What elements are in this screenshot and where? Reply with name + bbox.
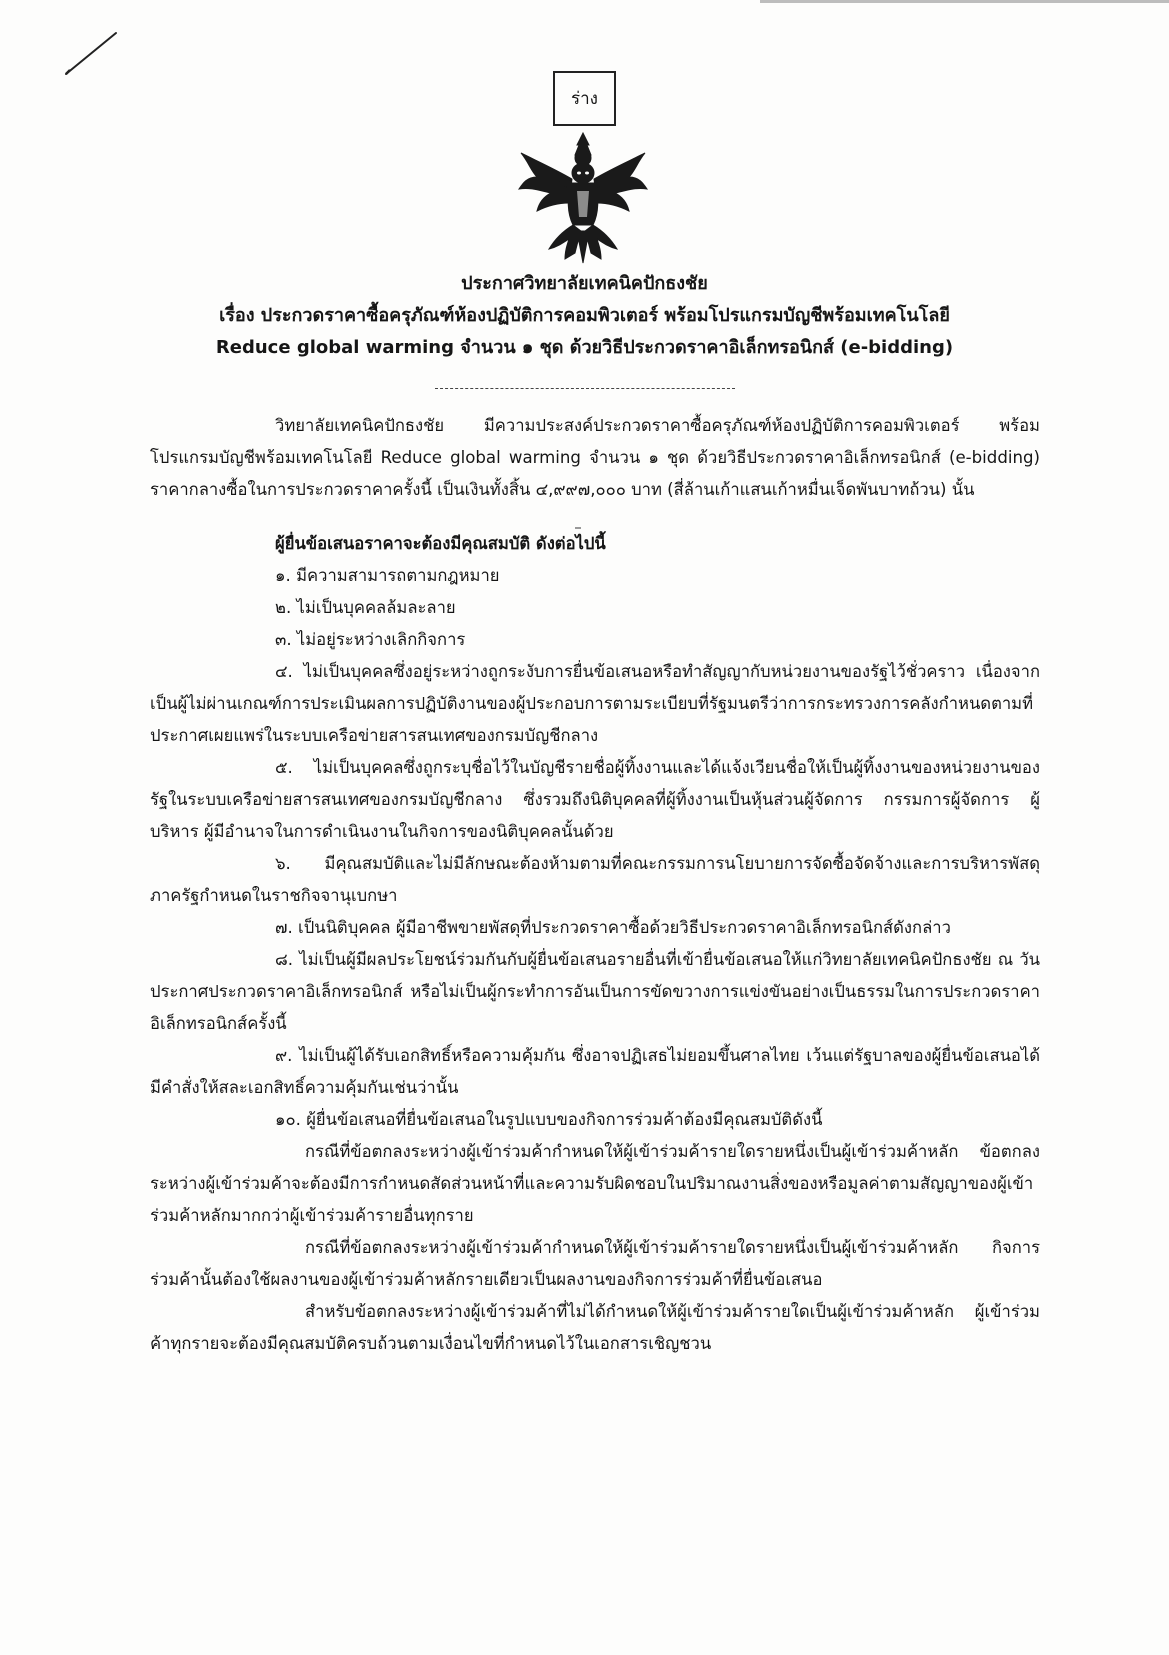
intro-paragraph: วิทยาลัยเทคนิคปักธงชัย มีความประสงค์ประกวดราคาซื้อครุภัณฑ์ห้องปฏิบัติการคอมพิวเตอร์ พร้อมโปรแกรมบัญชีพร้อมเทคโนโลยี Reduce global warming จำนวน ๑ ชุด ด้วยวิธีประกวดราคาอิเล็กทรอนิกส์ (e-bidding) ราคากลางซื้อในการประกวดราคาครั้งนี้ เป็นเงินทั้งสิ้น ๔,๙๙๗,๐๐๐ บาท (สี่ล้านเก้าแสนเก้าหมื่นเจ็ดพันบาทถ้วน) นั้น [150,416,1040,499]
title-line-2: เรื่อง ประกวดราคาซื้อครุภัณฑ์ห้องปฏิบัติการคอมพิวเตอร์ พร้อมโปรแกรมบัญชีพร้อมเทคโนโลยี [219,305,950,326]
condition-item-7: ๗. เป็นนิติบุคคล ผู้มีอาชีพขายพัสดุที่ประกวดราคาซื้อด้วยวิธีประกวดราคาอิเล็กทรอนิกส์ดังกล่าว [275,918,951,937]
condition-item-5: ๕. ไม่เป็นบุคคลซึ่งถูกระบุชื่อไว้ในบัญชีรายชื่อผู้ทิ้งงานและได้แจ้งเวียนชื่อให้เป็นผู้ทิ้งงานของหน่วยงานของรัฐในระบบเครือข่ายสารสนเทศของกรมบัญชีกลาง ซึ่งรวมถึงนิติบุคคลที่ผู้ทิ้งงานเป็นหุ้นส่วนผู้จัดการ กรรมการผู้จัดการ ผู้บริหาร ผู้มีอำนาจในการดำเนินงานในกิจการของนิติบุคคลนั้นด้วย [150,758,1040,841]
joint-venture-paragraph-1: กรณีที่ข้อตกลงระหว่างผู้เข้าร่วมค้ากำหนดให้ผู้เข้าร่วมค้ารายใดรายหนึ่งเป็นผู้เข้าร่วมค้าหลัก ข้อตกลงระหว่างผู้เข้าร่วมค้าจะต้องมีการกำหนดสัดส่วนหน้าที่และความรับผิดชอบในปริมาณงานสิ่งของหรือมูลค่าตามสัญญาของผู้เข้าร่วมค้าหลักมากกว่าผู้เข้าร่วมค้ารายอื่นทุกราย [150,1142,1040,1225]
condition-item-4: ๔. ไม่เป็นบุคคลซึ่งอยู่ระหว่างถูกระงับการยื่นข้อเสนอหรือทำสัญญากับหน่วยงานของรัฐไว้ชั่วคราว เนื่องจากเป็นผู้ไม่ผ่านเกณฑ์การประเมินผลการปฏิบัติงานของผู้ประกอบการตามระเบียบที่รัฐมนตรีว่าการกระทรวงการคลังกำหนดตามที่ประกาศเผยแพร่ในระบบเครือข่ายสารสนเทศของกรมบัญชีกลาง [150,662,1040,745]
condition-item-6: ๖. มีคุณสมบัติและไม่มีลักษณะต้องห้ามตามที่คณะกรรมการนโยบายการจัดซื้อจัดจ้างและการบริหารพัสดุภาครัฐกำหนดในราชกิจจานุเบกษา [150,854,1040,905]
draft-stamp: ร่าง [553,71,616,126]
condition-item-1: ๑. มีความสามารถตามกฎหมาย [275,566,500,585]
pen-mark-icon [64,30,120,76]
condition-item-9: ๙. ไม่เป็นผู้ได้รับเอกสิทธิ์หรือความคุ้มกัน ซึ่งอาจปฏิเสธไม่ยอมขึ้นศาลไทย เว้นแต่รัฐบาลของผู้ยื่นข้อเสนอได้มีคำสั่งให้สละเอกสิทธิ์ความคุ้มกันเช่นว่านั้น [150,1046,1040,1097]
document-body [150,410,1040,1360]
title-separator [435,388,735,389]
condition-item-8: ๘. ไม่เป็นผู้มีผลประโยชน์ร่วมกันกับผู้ยื่นข้อเสนอรายอื่นที่เข้ายื่นข้อเสนอให้แก่วิทยาลัยเทคนิคปักธงชัย ณ วันประกาศประกวดราคาอิเล็กทรอนิกส์ หรือไม่เป็นผู้กระทำการอันเป็นการขัดขวางการแข่งขันอย่างเป็นธรรมในการประกวดราคาอิเล็กทรอนิกส์ครั้งนี้ [150,950,1040,1033]
title-line-1: ประกาศวิทยาลัยเทคนิคปักธงชัย [461,273,708,294]
qualifications-heading: ผู้ยื่นข้อเสนอราคาจะต้องมีคุณสมบัติ ดังต่อไปนี้ [275,534,606,553]
condition-item-3: ๓. ไม่อยู่ระหว่างเลิกกิจการ [275,630,466,649]
announcement-title [0,268,1169,364]
scan-edge-line [760,0,1169,3]
joint-venture-paragraph-3: สำหรับข้อตกลงระหว่างผู้เข้าร่วมค้าที่ไม่ได้กำหนดให้ผู้เข้าร่วมค้ารายใดเป็นผู้เข้าร่วมค้าหลัก ผู้เข้าร่วมค้าทุกรายจะต้องมีคุณสมบัติครบถ้วนตามเงื่อนไขที่กำหนดไว้ในเอกสารเชิญชวน [150,1302,1040,1353]
joint-venture-paragraph-2: กรณีที่ข้อตกลงระหว่างผู้เข้าร่วมค้ากำหนดให้ผู้เข้าร่วมค้ารายใดรายหนึ่งเป็นผู้เข้าร่วมค้าหลัก กิจการร่วมค้านั้นต้องใช้ผลงานของผู้เข้าร่วมค้าหลักรายเดียวเป็นผลงานของกิจการร่วมค้าที่ยื่นข้อเสนอ [150,1238,1040,1289]
garuda-emblem-icon [515,131,651,265]
condition-item-2: ๒. ไม่เป็นบุคคลล้มละลาย [275,598,456,617]
title-line-3: Reduce global warming จำนวน ๑ ชุด ด้วยวิธีประกวดราคาอิเล็กทรอนิกส์ (e-bidding) [215,337,954,358]
joint-venture-heading: ๑๐. ผู้ยื่นข้อเสนอที่ยื่นข้อเสนอในรูปแบบของกิจการร่วมค้าต้องมีคุณสมบัติดังนี้ [275,1110,823,1129]
